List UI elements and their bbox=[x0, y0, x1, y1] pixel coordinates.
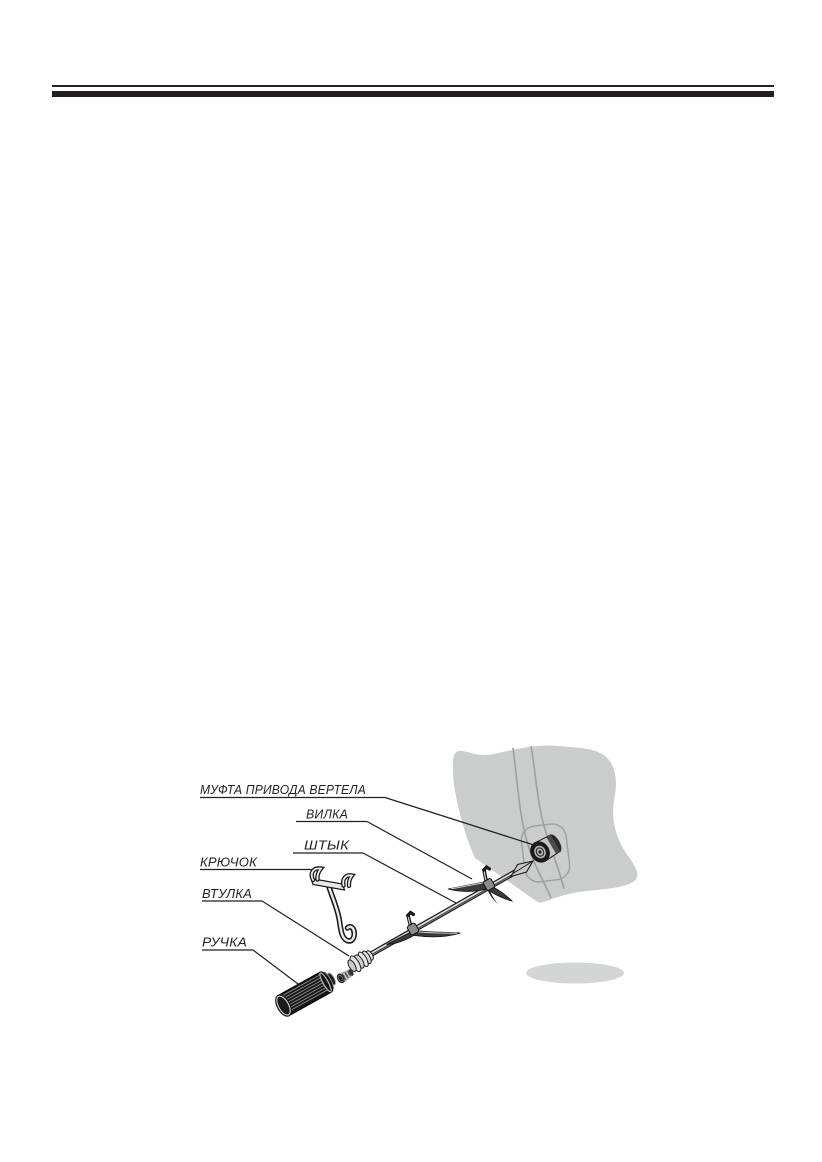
hook bbox=[311, 868, 354, 941]
header-rule-thick bbox=[52, 91, 774, 97]
label-drive-coupling: МУФТА ПРИВОДА ВЕРТЕЛА bbox=[200, 782, 366, 797]
rotisserie-figure bbox=[185, 730, 665, 1035]
label-bushing: ВТУЛКА bbox=[202, 886, 252, 901]
label-fork: ВИЛКА bbox=[306, 806, 348, 822]
oven-wall-panel bbox=[453, 746, 637, 903]
hook-stem-highlight bbox=[329, 887, 354, 941]
label-handle: РУЧКА bbox=[202, 934, 247, 950]
fork-lower bbox=[387, 913, 461, 945]
handle bbox=[272, 967, 340, 1020]
header-rule-thin bbox=[52, 85, 774, 87]
label-hook: КРЮЧОК bbox=[200, 854, 259, 870]
leader-handle bbox=[202, 950, 306, 990]
fork-upper-post-hook bbox=[484, 867, 490, 870]
floor-shadow bbox=[526, 963, 624, 984]
label-skewer: ШТЫК bbox=[304, 837, 351, 853]
fork-lower-post-hook bbox=[408, 913, 414, 916]
